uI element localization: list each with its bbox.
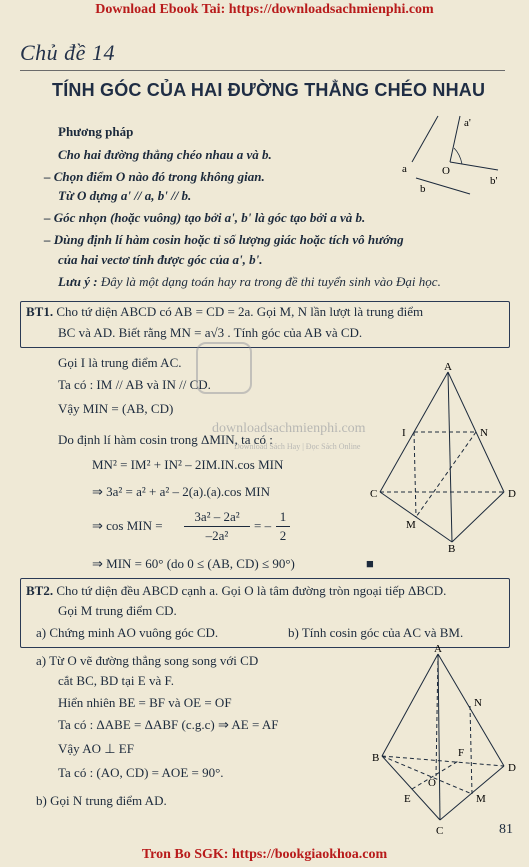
label-M: M [406,519,416,531]
bt1-eq-3-mid: = – [254,518,272,533]
page-title: TÍNH GÓC CỦA HAI ĐƯỜNG THẲNG CHÉO NHAU [52,80,486,100]
bt2-step-2: cắt BC, BD tại E và F. [58,673,174,688]
bt1-question-line2: BC và AD. Biết rằng MN = a√3 . Tính góc của AB và CD. [58,325,363,340]
bt1-step-4: Do định lí hàm cosin trong ΔMIN, ta có : [58,432,273,447]
note-text: Đây là một dạng toán hay ra trong đề thi tuyển sinh vào Đại học. [100,274,441,289]
method-line-5: – Dùng định lí hàm cosin hoặc tỉ số lượng giác hoặc tích vô hướng [44,232,404,247]
watermark-text: downloadsachmienphi.com [212,421,366,436]
label-F: F [458,747,465,759]
watermark-subtext: Download Sách Hay | Đọc Sách Online [234,442,361,451]
label-C: C [436,825,444,836]
label-N: N [474,697,482,709]
method-line-1: Cho hai đường thẳng chéo nhau a và b. [58,147,272,162]
bt2-step-5: Vậy AO ⊥ EF [58,741,134,756]
label-C: C [370,488,378,500]
label-D: D [508,488,516,500]
bt2-step-4: Ta có : ΔABE = ΔABF (c.g.c) ⇒ AE = AF [58,717,279,732]
page-number: 81 [499,822,513,837]
bt2-step-6: Ta có : (AO, CD) = AOE = 90°. [58,765,224,780]
label-D: D [508,762,516,774]
label-b-prime: b' [490,175,498,187]
label-I: I [402,427,406,439]
bt1-eq-3-num2: 1 [279,509,287,524]
bt1-step-1: Gọi I là trung điểm AC. [58,355,182,370]
bt2-q1: Cho tứ diện đều ABCD cạnh a. Gọi O là tâm đường tròn ngoại tiếp ΔBCD. [56,583,447,598]
method-heading: Phương pháp [58,124,134,139]
label-O: O [428,777,436,789]
bt1-frac-bar-2 [276,526,290,527]
bt1-step-3: Vậy MIN = (AB, CD) [58,401,174,416]
topic-rule [20,70,505,71]
line-a-prime [450,116,460,162]
bt1-frac-bar [184,526,250,527]
bt2-part-b: b) Tính cosin góc của AC và BM. [288,625,464,640]
note-label: Lưu ý : [58,274,98,289]
bt2-step-1: a) Từ O vẽ đường thẳng song song với CD [36,653,259,668]
bt1-eq-4: ⇒ MIN = 60° (do 0 ≤ (AB, CD) ≤ 90°) [92,556,295,571]
line-b-prime [450,162,498,170]
bt1-eq-3-lhs: ⇒ cos MIN = [92,518,163,533]
label-M: M [476,793,486,805]
label-a-prime: a' [464,117,471,129]
label-E: E [404,793,411,805]
method-line-2: – Chọn điểm O nào đó trong không gian. [44,169,265,184]
bt1-eq-3-den: –2a² [205,528,229,543]
bt2-label: BT2. [26,583,54,598]
method-note [58,273,441,291]
bt1-question-line1 [26,303,504,321]
bt1-step-2: Ta có : IM // AB và IN // CD. [58,377,211,392]
bt1-label: BT1. [26,304,54,319]
end-of-proof-mark: ■ [366,556,374,571]
bt2-part-a: a) Chứng minh AO vuông góc CD. [36,625,219,640]
bt1-tetrahedron-figure [370,360,520,552]
label-N: N [480,427,488,439]
bt2-tetrahedron-figure [372,644,522,836]
line-a [412,116,438,162]
watermark-logo-icon [196,342,252,394]
method-line-6: của hai vectơ tính được góc của a', b'. [58,252,263,267]
label-B: B [372,752,380,764]
footer-download-link[interactable]: Tron Bo SGK: https://bookgiaokhoa.com [141,847,388,862]
topic-label: Chủ đề 14 [20,40,115,65]
bt1-eq-1: MN² = IM² + IN² – 2IM.IN.cos MIN [92,457,284,472]
bt1-eq-3-num: 3a² – 2a² [194,509,240,524]
skew-lines-figure [398,112,510,196]
label-A: A [444,361,452,373]
bt1-eq-3-den2: 2 [279,528,287,543]
label-o: O [442,165,450,177]
label-b: b [420,183,426,195]
bt2-question-line2: Gọi M trung điểm CD. [58,603,177,618]
method-line-4: – Góc nhọn (hoặc vuông) tạo bởi a', b' là góc tạo bởi a và b. [44,210,366,225]
bt2-question-line1 [26,582,504,600]
bt2-step-3: Hiển nhiên BE = BF và OE = OF [58,695,232,710]
angle-arc [454,148,462,164]
method-line-3: Từ O dựng a' // a, b' // b. [58,188,192,203]
label-B: B [448,543,456,552]
label-A: A [434,644,442,655]
header-download-link[interactable]: Download Ebook Tai: https://downloadsachmienphi.com [95,2,434,17]
bt1-eq-2: ⇒ 3a² = a² + a² – 2(a).(a).cos MIN [92,484,271,499]
label-a: a [402,163,407,175]
bt2-step-7: b) Gọi N trung điểm AD. [36,793,167,808]
bt1-q1: Cho tứ diện ABCD có AB = CD = 2a. Gọi M, N lần lượt là trung điểm [56,304,424,319]
